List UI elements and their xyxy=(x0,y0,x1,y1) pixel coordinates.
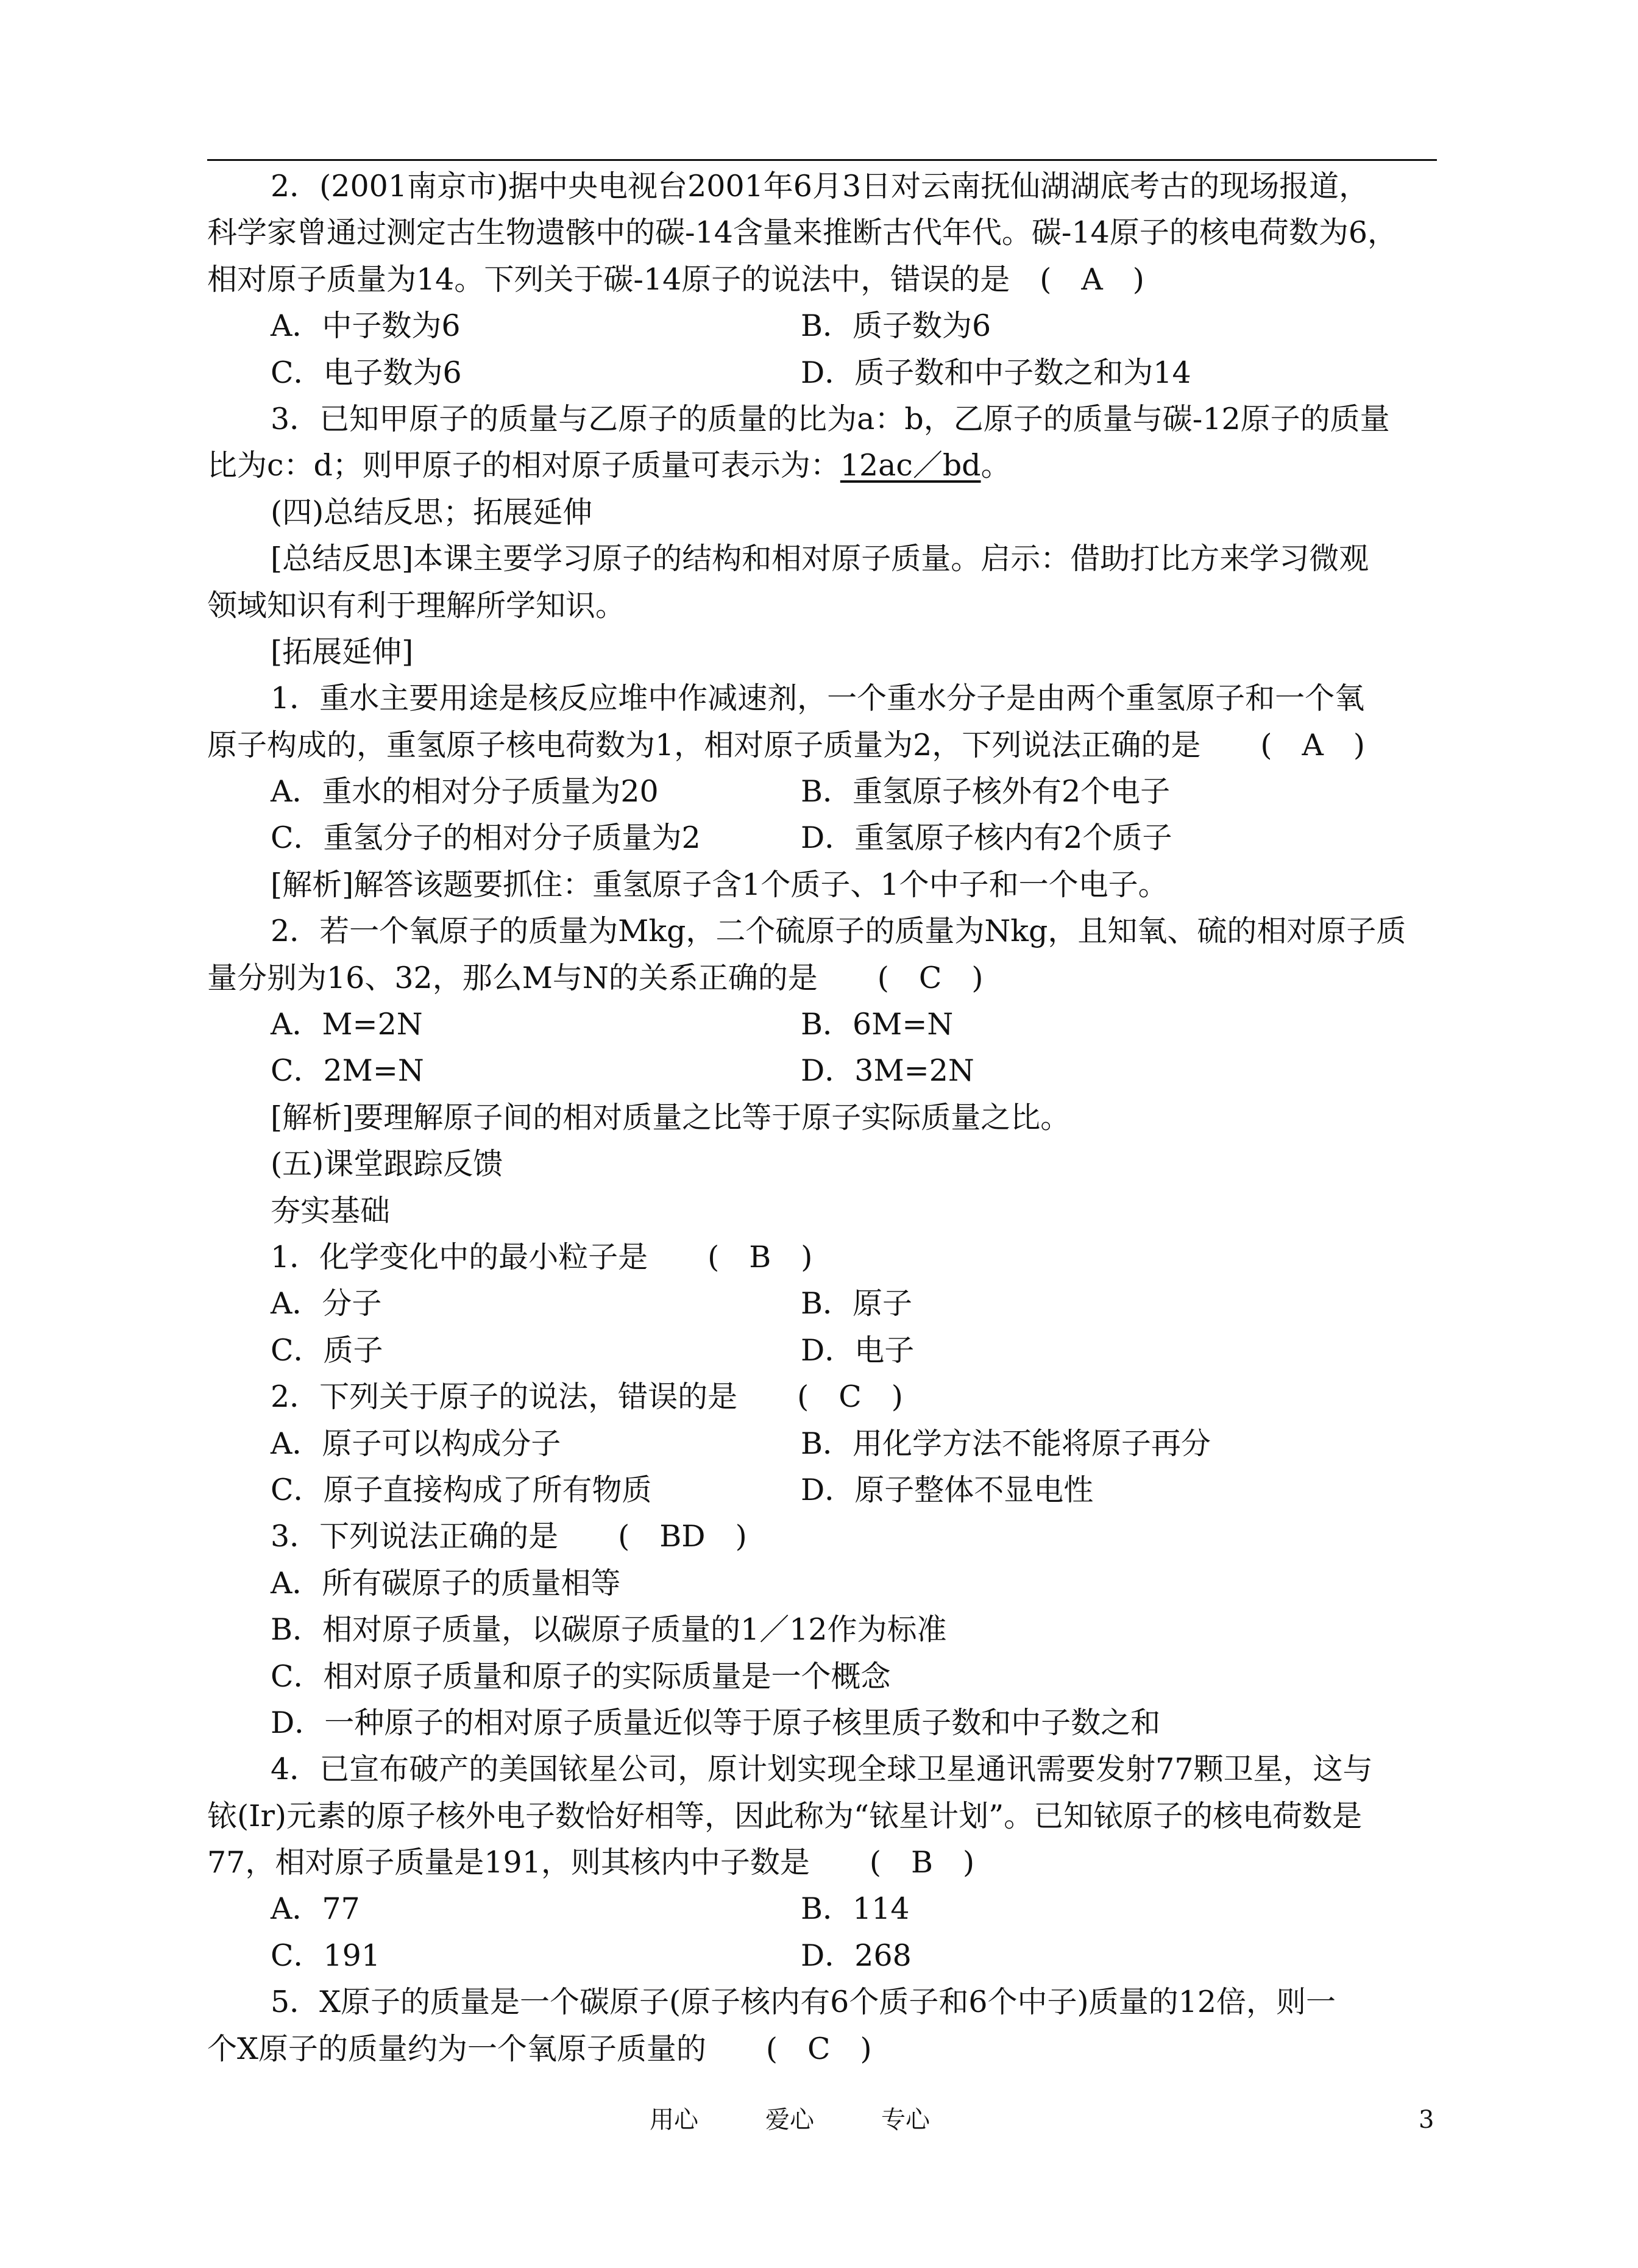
line-text: (五)课堂跟踪反馈 xyxy=(271,1146,503,1182)
line-text: 原子构成的，重氢原子核电荷数为1，相对原子质量为2，下列说法正确的是 ( A ) xyxy=(207,727,1365,763)
option-row xyxy=(207,303,1438,349)
text-line xyxy=(207,257,1438,303)
text-line xyxy=(207,1654,1438,1700)
text-line xyxy=(207,1095,1438,1141)
option-left: A．M=2N xyxy=(271,1007,423,1042)
line-text: [解析]解答该题要抓住：重氢原子含1个质子、1个中子和一个电子。 xyxy=(271,867,1168,902)
text-line xyxy=(207,489,1438,536)
option-right: D．质子数和中子数之和为14 xyxy=(801,355,1191,390)
text-line xyxy=(207,1700,1438,1746)
option-left: C．原子直接构成了所有物质 xyxy=(271,1472,652,1507)
option-right: B．用化学方法不能将原子再分 xyxy=(801,1426,1211,1461)
line-text: 5．X原子的质量是一个碳原子(原子核内有6个质子和6个中子)质量的12倍，则一 xyxy=(271,1985,1336,2020)
line-text: A．所有碳原子的质量相等 xyxy=(271,1565,621,1601)
line-text: 夯实基础 xyxy=(271,1193,391,1228)
option-left: C．重氢分子的相对分子质量为2 xyxy=(271,820,701,856)
line-text: D．一种原子的相对原子质量近似等于原子核里质子数和中子数之和 xyxy=(271,1705,1161,1740)
option-right: B．114 xyxy=(801,1891,910,1927)
text-line xyxy=(207,210,1438,256)
footer-word: 爱心 xyxy=(765,2106,814,2134)
text-line xyxy=(207,908,1438,954)
option-left: A．中子数为6 xyxy=(271,308,461,344)
option-row xyxy=(207,1421,1438,1467)
line-text: B．相对原子质量，以碳原子质量的1／12作为标准 xyxy=(271,1612,947,1648)
line-text: C．相对原子质量和原子的实际质量是一个概念 xyxy=(271,1658,891,1694)
option-left: A．77 xyxy=(271,1891,360,1927)
text-line xyxy=(207,862,1438,908)
line-text: 科学家曾通过测定古生物遗骸中的碳-14含量来推断古代年代。碳-14原子的核电荷数为6， xyxy=(207,215,1397,251)
text-line xyxy=(207,722,1438,769)
line-text: 相对原子质量为14。下列关于碳-14原子的说法中，错误的是 ( A ) xyxy=(207,261,1144,297)
option-left: A．分子 xyxy=(271,1286,382,1321)
option-right: D．268 xyxy=(801,1938,912,1973)
option-right: B．重氢原子核外有2个电子 xyxy=(801,774,1171,809)
footer-motto xyxy=(650,2096,997,2144)
footer-word: 专心 xyxy=(881,2106,930,2134)
option-row xyxy=(207,1328,1438,1374)
line-text: [总结反思]本课主要学习原子的结构和相对原子质量。启示：借助打比方来学习微观 xyxy=(271,541,1369,577)
line-text: 2．若一个氧原子的质量为Mkg，二个硫原子的质量为Nkg，且知氧、硫的相对原子质 xyxy=(271,914,1406,949)
text-line xyxy=(207,396,1438,443)
text-line xyxy=(207,1234,1438,1281)
option-right: B．原子 xyxy=(801,1286,913,1321)
text-line xyxy=(207,1979,1438,2025)
line-text: 77，相对原子质量是191，则其核内中子数是 ( B ) xyxy=(207,1845,975,1880)
option-left: C．2M=N xyxy=(271,1053,424,1089)
line-text: 量分别为16、32，那么M与N的关系正确的是 ( C ) xyxy=(207,960,984,995)
text-line xyxy=(207,1188,1438,1234)
line-text: [拓展延伸] xyxy=(271,634,414,669)
line-text: 1．重水主要用途是核反应堆中作减速剂，一个重水分子是由两个重氢原子和一个氧 xyxy=(271,681,1365,716)
text-line xyxy=(207,629,1438,675)
text-line xyxy=(207,1560,1438,1607)
option-row xyxy=(207,1933,1438,1979)
option-right: D．重氢原子核内有2个质子 xyxy=(801,820,1172,856)
text-line xyxy=(207,443,1438,489)
option-row xyxy=(207,815,1438,861)
text-line xyxy=(207,675,1438,722)
line-text: 3．下列说法正确的是 ( BD ) xyxy=(271,1519,747,1554)
option-row xyxy=(207,350,1438,396)
text-line xyxy=(207,1513,1438,1560)
option-left: C．191 xyxy=(271,1938,381,1973)
option-right: D．电子 xyxy=(801,1332,915,1368)
footer-word: 用心 xyxy=(650,2106,698,2134)
text-line xyxy=(207,583,1438,629)
text-line xyxy=(207,1607,1438,1653)
option-row xyxy=(207,1467,1438,1513)
text-line xyxy=(207,536,1438,582)
line-text: 3．已知甲原子的质量与乙原子的质量的比为a：b，乙原子的质量与碳-12原子的质量 xyxy=(271,401,1390,436)
option-row xyxy=(207,769,1438,815)
option-left: C．质子 xyxy=(271,1332,383,1368)
option-right: D．3M=2N xyxy=(801,1053,974,1089)
line-text: [解析]要理解原子间的相对质量之比等于原子实际质量之比。 xyxy=(271,1100,1071,1135)
line-text: 领域知识有利于理解所学知识。 xyxy=(207,588,626,623)
text-line xyxy=(207,2026,1438,2072)
line-text: 铱(Ir)元素的原子核外电子数恰好相等，因此称为“铱星计划”。已知铱原子的核电荷数是 xyxy=(207,1798,1363,1833)
line-text: 4．已宣布破产的美国铱星公司，原计划实现全球卫星通讯需要发射77颗卫星，这与 xyxy=(271,1752,1373,1787)
header-rule xyxy=(207,159,1437,161)
text-line xyxy=(207,1840,1438,1886)
option-row xyxy=(207,1886,1438,1932)
option-row xyxy=(207,1048,1438,1094)
option-right: D．原子整体不显电性 xyxy=(801,1472,1094,1507)
option-row xyxy=(207,1281,1438,1327)
option-left: A．原子可以构成分子 xyxy=(271,1426,561,1461)
page-footer xyxy=(0,2096,1638,2144)
line-text: 个X原子的质量约为一个氧原子质量的 ( C ) xyxy=(207,2031,872,2066)
text-line xyxy=(207,1793,1438,1840)
text-line xyxy=(207,1374,1438,1420)
page-number: 3 xyxy=(1419,2106,1434,2134)
option-right: B．质子数为6 xyxy=(801,308,991,344)
answer-underlined: 12ac／bd xyxy=(840,448,981,483)
text-line xyxy=(207,1746,1438,1793)
line-tail: 。 xyxy=(980,448,1011,483)
line-text: 比为c：d；则甲原子的相对原子质量可表示为： xyxy=(207,448,840,483)
line-text: 2．(2001南京市)据中央电视台2001年6月3日对云南抚仙湖湖底考古的现场报道， xyxy=(271,169,1369,204)
text-line xyxy=(207,955,1438,1001)
text-line xyxy=(207,163,1438,210)
text-line xyxy=(207,1141,1438,1187)
document-body xyxy=(207,163,1438,2072)
option-row xyxy=(207,1001,1438,1048)
option-right: B．6M=N xyxy=(801,1007,954,1042)
option-left: C．电子数为6 xyxy=(271,355,462,390)
line-text: (四)总结反思；拓展延伸 xyxy=(271,494,593,530)
line-text: 2．下列关于原子的说法，错误的是 ( C ) xyxy=(271,1379,903,1415)
option-left: A．重水的相对分子质量为20 xyxy=(271,774,659,809)
line-text: 1．化学变化中的最小粒子是 ( B ) xyxy=(271,1239,813,1274)
